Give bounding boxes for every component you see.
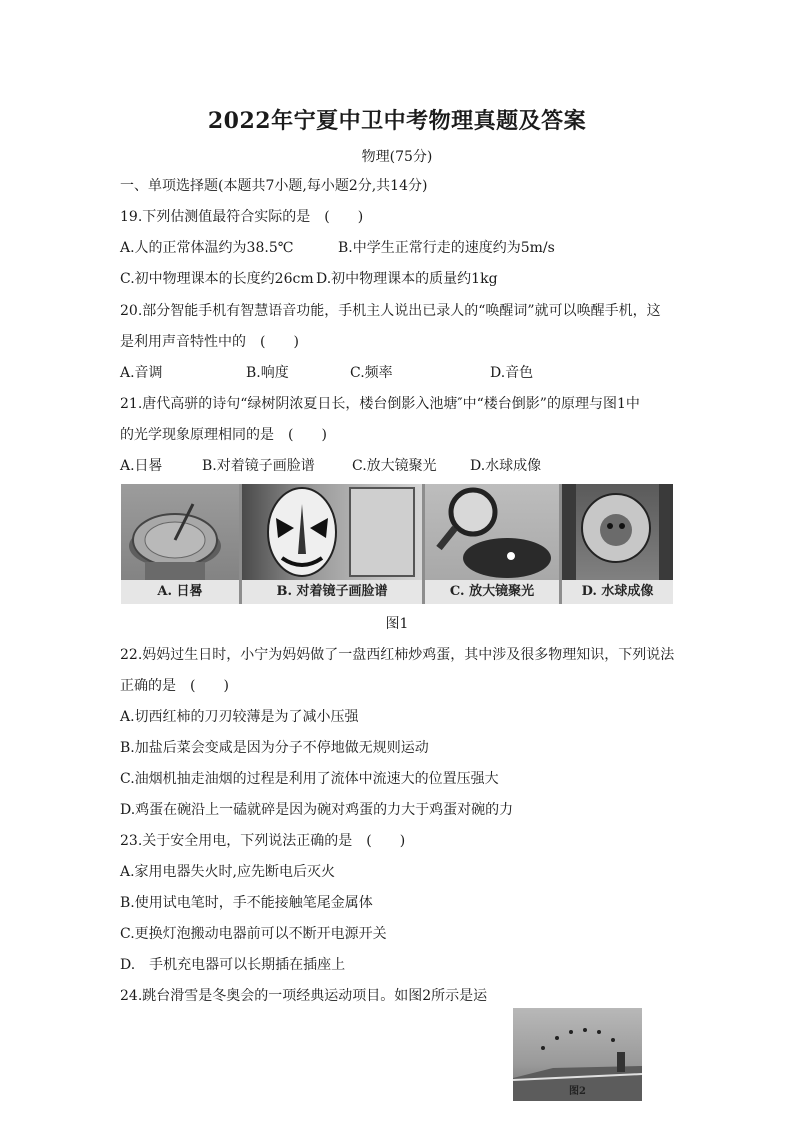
- page-subtitle: 物理(75分): [361, 149, 433, 165]
- q20-stem-line2: 是利用声音特性中的 ( ): [120, 334, 299, 350]
- figure1-caption-b: B. 对着镜子画脸谱: [242, 580, 422, 604]
- q19-option-b: B.中学生正常行走的速度约为5m/s: [338, 240, 555, 256]
- figure2-label: 图2: [569, 1086, 586, 1097]
- q22-option-a: A.切西红柿的刀刃较薄是为了减小压强: [120, 709, 359, 725]
- q23-option-a: A.家用电器失火时,应先断电后灭火: [120, 864, 336, 880]
- q21-option-d: D.水球成像: [470, 458, 542, 474]
- q20-option-d: D.音色: [490, 365, 534, 381]
- q20-option-c: C.频率: [350, 365, 393, 381]
- q22-option-d: D.鸡蛋在碗沿上一磕就碎是因为碗对鸡蛋的力大于鸡蛋对碗的力: [120, 802, 514, 818]
- face-mask-image: [242, 484, 422, 580]
- q20-option-a: A.音调: [120, 365, 163, 381]
- q19-option-d: D.初中物理课本的质量约1kg: [316, 271, 498, 287]
- figure1-panel-d: [562, 484, 673, 604]
- figure1-panel-a: [121, 484, 239, 604]
- figure1-photo-strip: [121, 484, 673, 604]
- q19-option-c: C.初中物理课本的长度约26cm: [120, 271, 314, 287]
- q23-option-b: B.使用试电笔时，手不能接触笔尾金属体: [120, 895, 373, 911]
- page-title: 2022年宁夏中卫中考物理真题及答案: [207, 108, 587, 134]
- figure1-caption-c: C. 放大镜聚光: [425, 580, 559, 604]
- q23-option-c: C.更换灯泡搬动电器前可以不断开电源开关: [120, 926, 387, 942]
- figure1-panel-b: [242, 484, 422, 604]
- magnifier-image: [425, 484, 559, 580]
- q22-option-c: C.油烟机抽走油烟的过程是利用了流体中流速大的位置压强大: [120, 771, 499, 787]
- figure1-panel-c: [425, 484, 559, 604]
- figure2-image: [513, 1008, 642, 1101]
- water-ball-image: [562, 484, 673, 580]
- q21-stem-line1: 21.唐代高骈的诗句“绿树阴浓夏日长，楼台倒影入池塘″中“楼台倒影”的原理与图1中: [120, 396, 640, 412]
- q19-option-a: A.人的正常体温约为38.5℃: [120, 240, 294, 256]
- q24-stem: 24.跳台滑雪是冬奥会的一项经典运动项目。如图2所示是运: [120, 988, 488, 1004]
- q21-option-b: B.对着镜子画脸谱: [202, 458, 315, 474]
- figure1-caption-a: A. 日晷: [121, 580, 239, 604]
- q22-option-b: B.加盐后菜会变咸是因为分子不停地做无规则运动: [120, 740, 429, 756]
- q20-stem-line1: 20.部分智能手机有智慧语音功能，手机主人说出已录人的“唤醒词”就可以唤醒手机，这: [120, 303, 661, 319]
- q21-option-a: A.日晷: [120, 458, 163, 474]
- q22-stem-line1: 22.妈妈过生日时，小宁为妈妈做了一盘西红柿炒鸡蛋，其中涉及很多物理知识，下列说法: [120, 647, 675, 663]
- q23-stem: 23.关于安全用电，下列说法正确的是 ( ): [120, 833, 406, 849]
- figure1-label: 图1: [385, 616, 409, 632]
- q22-stem-line2: 正确的是 ( ): [120, 678, 229, 694]
- q21-stem-line2: 的光学现象原理相同的是 ( ): [120, 427, 327, 443]
- figure1-caption-d: D. 水球成像: [562, 580, 673, 604]
- q23-option-d: D. 手机充电器可以长期插在插座上: [120, 957, 346, 973]
- q20-option-b: B.响度: [246, 365, 289, 381]
- q19-stem: 19.下列估测值最符合实际的是 ( ): [120, 209, 364, 225]
- section-heading: 一、单项选择题(本题共7小题,每小题2分,共14分): [120, 178, 428, 194]
- sundial-image: [121, 484, 239, 580]
- q21-option-c: C.放大镜聚光: [352, 458, 437, 474]
